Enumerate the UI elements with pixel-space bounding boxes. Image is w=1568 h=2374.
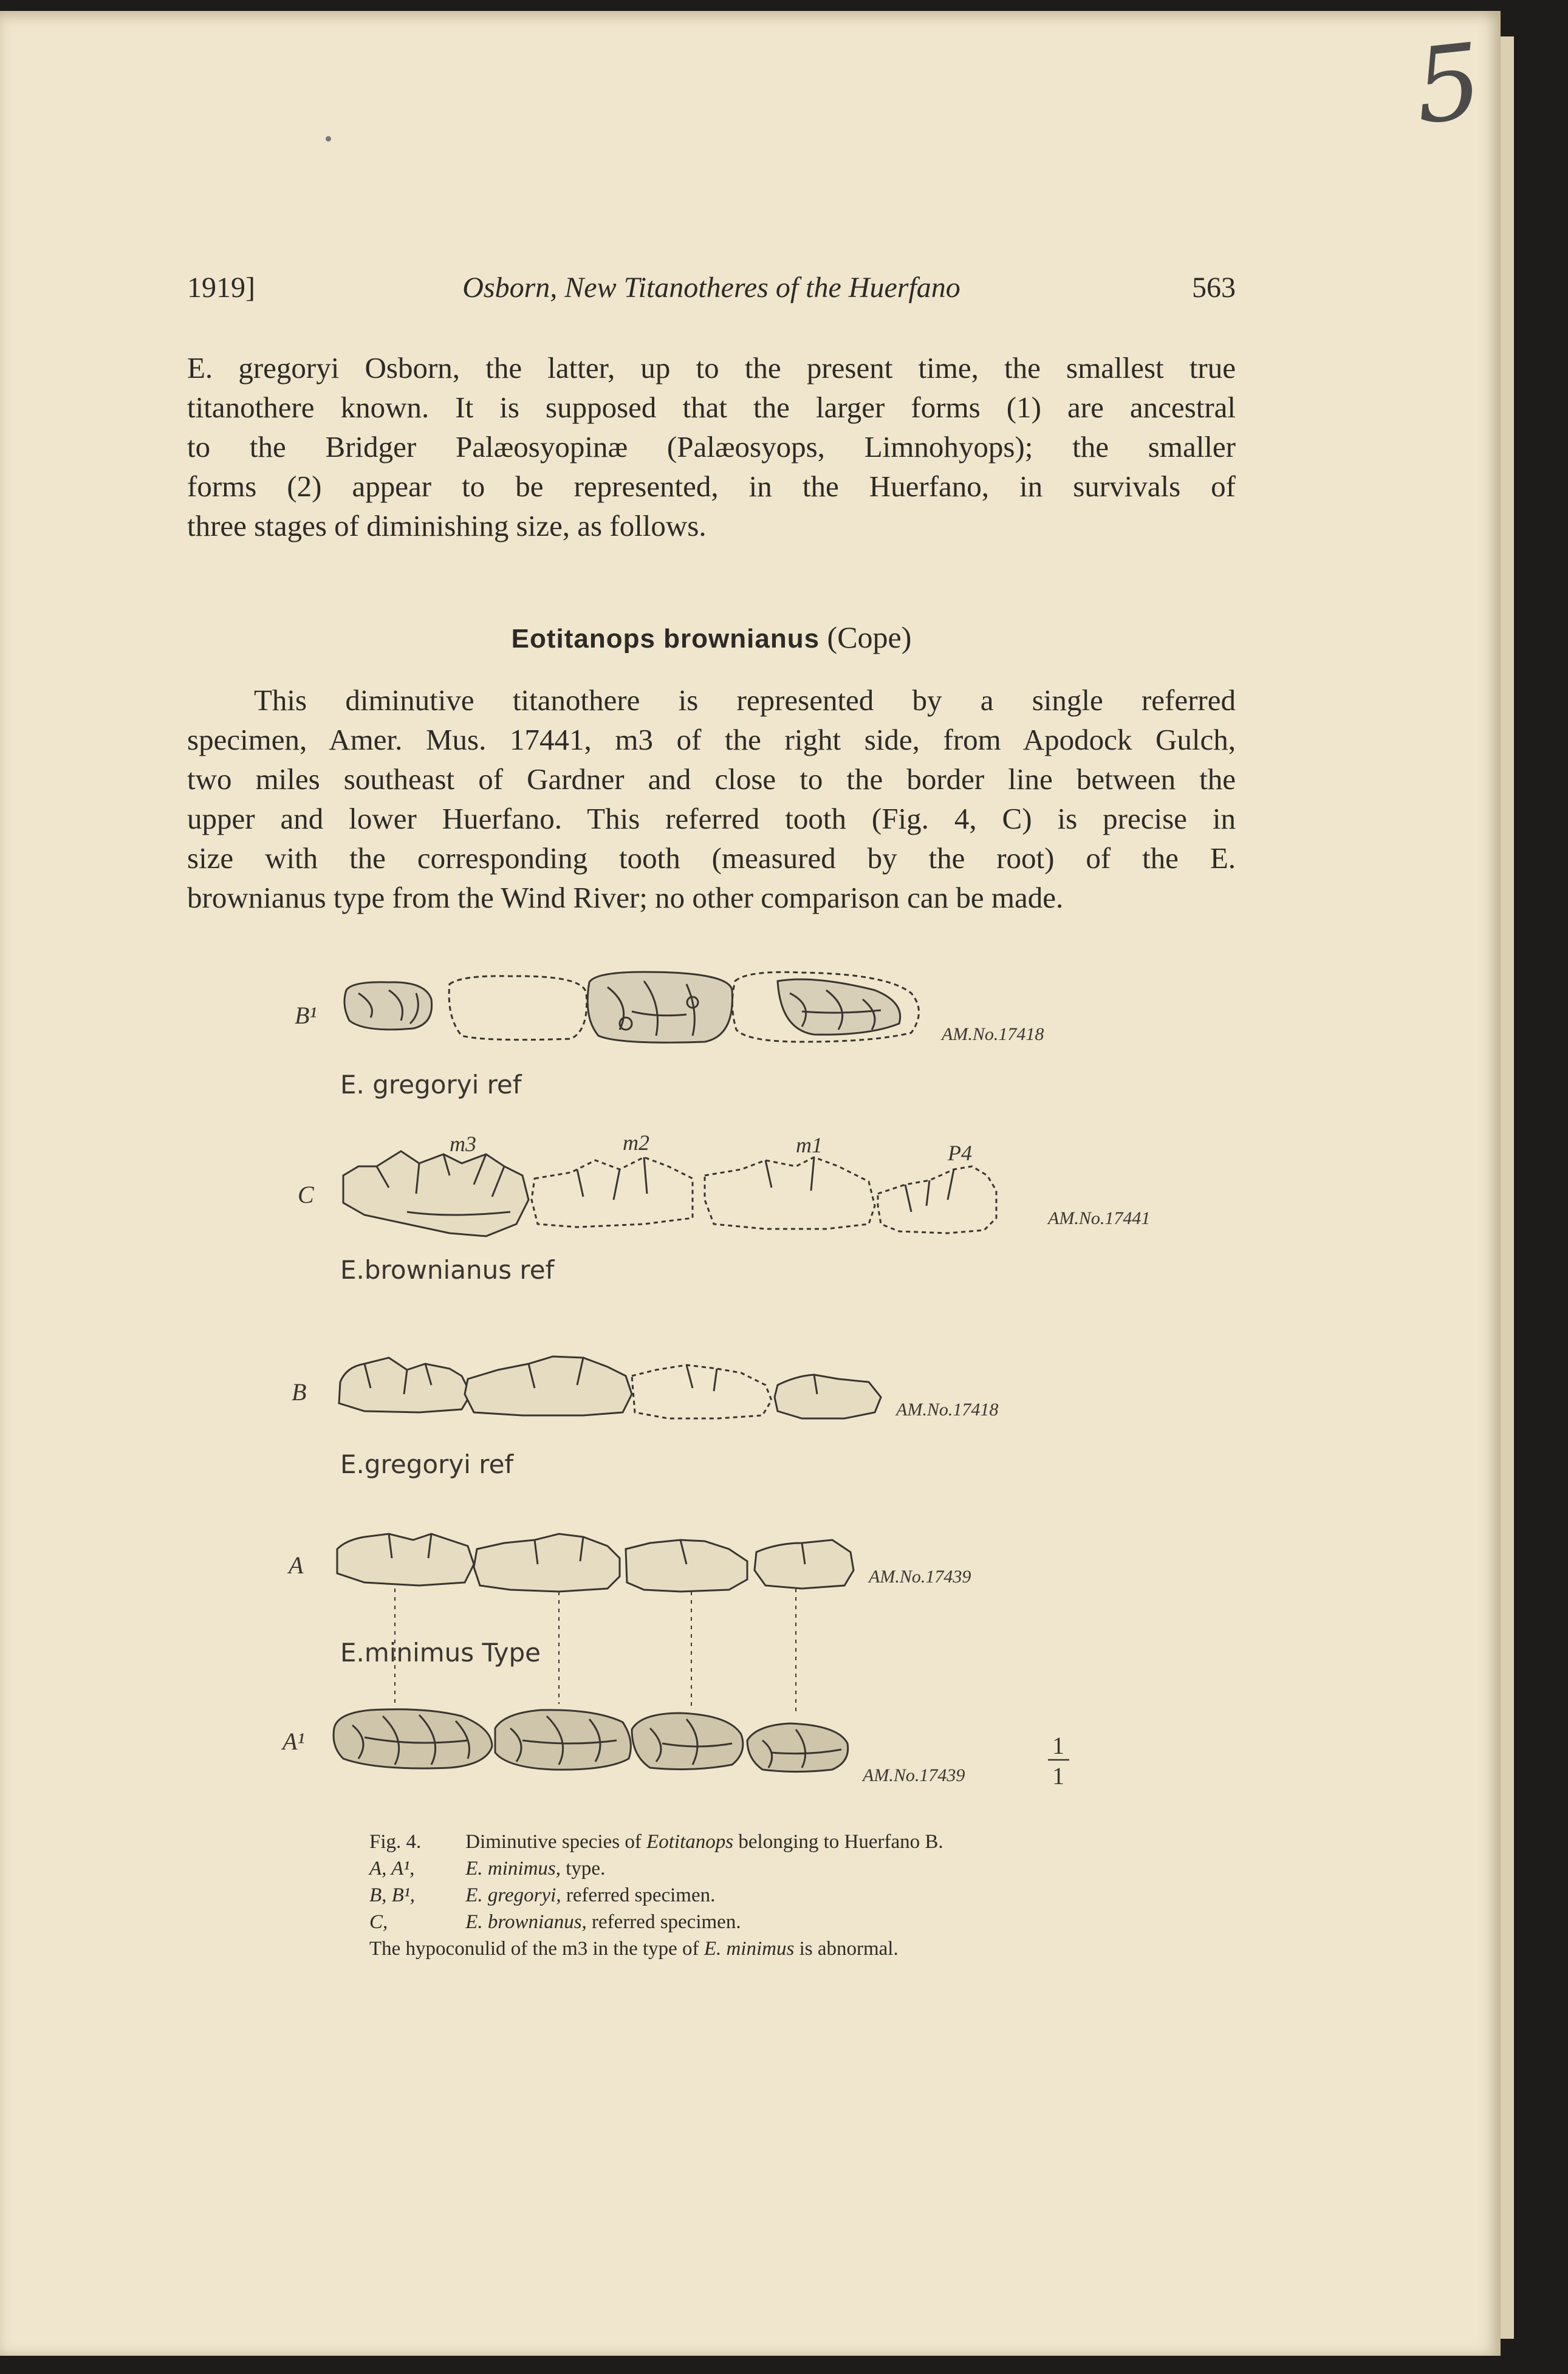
row-letter: C xyxy=(298,1181,314,1208)
tooth-label: P4 xyxy=(948,1141,972,1165)
caption-note: The hypoconulid of the m3 in the type of xyxy=(369,1938,699,1960)
caption-genus: Eotitanops xyxy=(646,1831,734,1853)
caption-desc: type. xyxy=(566,1858,606,1880)
caption-desc: referred specimen. xyxy=(592,1911,741,1933)
row-letter: B¹ xyxy=(295,1002,317,1029)
caption-line xyxy=(369,1855,1098,1882)
caption-species: E. brownianus, xyxy=(465,1911,587,1933)
handwritten-label: E.brownianus ref xyxy=(340,1255,555,1285)
text-line: size with the corresponding tooth (measured by the root) of the E. xyxy=(187,841,1236,875)
caption-key: B, B¹, xyxy=(369,1884,415,1906)
text-line: This diminutive titanothere is represented by a single referred xyxy=(254,683,1236,717)
handwritten-page-number: 5 xyxy=(1409,21,1488,148)
caption-line xyxy=(369,1882,1098,1909)
text-line: two miles southeast of Gardner and close to the border line between the xyxy=(187,762,1236,796)
text-line: to the Bridger Palæosyopinæ (Palæosyops, Limnohyops); the smaller xyxy=(187,430,1236,464)
text-line: upper and lower Huerfano. This referred tooth (Fig. 4, C) is precise in xyxy=(187,802,1236,835)
caption-species: E. minimus xyxy=(704,1938,795,1960)
page-speck xyxy=(326,136,331,142)
teeth-illustration xyxy=(267,957,1215,1807)
caption-line xyxy=(369,1935,1098,1962)
tooth-label: m1 xyxy=(796,1133,823,1157)
text-line: E. gregoryi Osborn, the latter, up to the present time, the smallest true xyxy=(187,351,1236,385)
caption-line xyxy=(369,1909,1098,1935)
row-letter: A xyxy=(289,1551,304,1579)
handwritten-label: E.gregoryi ref xyxy=(340,1449,514,1479)
header-year: 1919] xyxy=(187,272,255,304)
figure-caption xyxy=(369,1828,1098,1962)
section-title xyxy=(187,620,1236,655)
header-page-number: 563 xyxy=(1192,272,1236,304)
specimen-number: AM.No.17441 xyxy=(1048,1208,1151,1228)
header-title: Osborn, New Titanotheres of the Huerfano xyxy=(462,272,960,304)
caption-key: A, A¹, xyxy=(369,1858,415,1880)
tooth-label: m2 xyxy=(623,1131,649,1155)
row-b1-teeth xyxy=(344,972,919,1042)
specimen-number: AM.No.17418 xyxy=(942,1024,1044,1044)
paragraph-intro xyxy=(187,348,1236,546)
text-line: titanothere known. It is supposed that the larger forms (1) are ancestral xyxy=(187,391,1236,424)
text-line: brownianus type from the Wind River; no other comparison can be made. xyxy=(187,881,1064,914)
species-name: Eotitanops brownianus xyxy=(511,624,820,654)
text-line: three stages of diminishing size, as follows. xyxy=(187,509,707,542)
row-b-teeth xyxy=(339,1356,881,1418)
caption-note: is abnormal. xyxy=(799,1938,899,1960)
running-header xyxy=(187,271,1236,307)
caption-line xyxy=(369,1828,1098,1855)
row-a-teeth xyxy=(337,1534,854,1592)
caption-desc: referred specimen. xyxy=(566,1884,716,1906)
caption-text: Diminutive species of xyxy=(465,1831,642,1853)
specimen-number: AM.No.17439 xyxy=(863,1765,965,1785)
row-a1-teeth xyxy=(334,1709,848,1772)
scale-denominator: 1 xyxy=(1052,1762,1064,1790)
text-line: specimen, Amer. Mus. 17441, m3 of the right side, from Apodock Gulch, xyxy=(187,723,1236,756)
row-c-teeth xyxy=(343,1151,996,1236)
handwritten-label: E. gregoryi ref xyxy=(340,1070,522,1100)
caption-fig-number: Fig. 4. xyxy=(369,1831,422,1853)
text-line: forms (2) appear to be represented, in the Huerfano, in survivals of xyxy=(187,470,1236,503)
caption-species: E. gregoryi, xyxy=(465,1884,561,1906)
page-edge xyxy=(1501,36,1514,2339)
row-letter: B xyxy=(292,1378,307,1406)
figure-4-teeth-drawing xyxy=(267,957,1215,1807)
caption-species: E. minimus, xyxy=(465,1858,561,1880)
row-letter: A¹ xyxy=(282,1728,305,1755)
handwritten-label: E.minimus Type xyxy=(340,1638,541,1668)
caption-text: belonging to Huerfano B. xyxy=(738,1831,943,1853)
caption-key: C, xyxy=(369,1911,388,1933)
specimen-number: AM.No.17418 xyxy=(896,1400,999,1420)
tooth-label: m3 xyxy=(450,1132,476,1156)
specimen-number: AM.No.17439 xyxy=(869,1567,971,1587)
species-author: (Cope) xyxy=(827,620,912,654)
paragraph-description xyxy=(187,680,1236,917)
scale-numerator: 1 xyxy=(1052,1732,1064,1759)
